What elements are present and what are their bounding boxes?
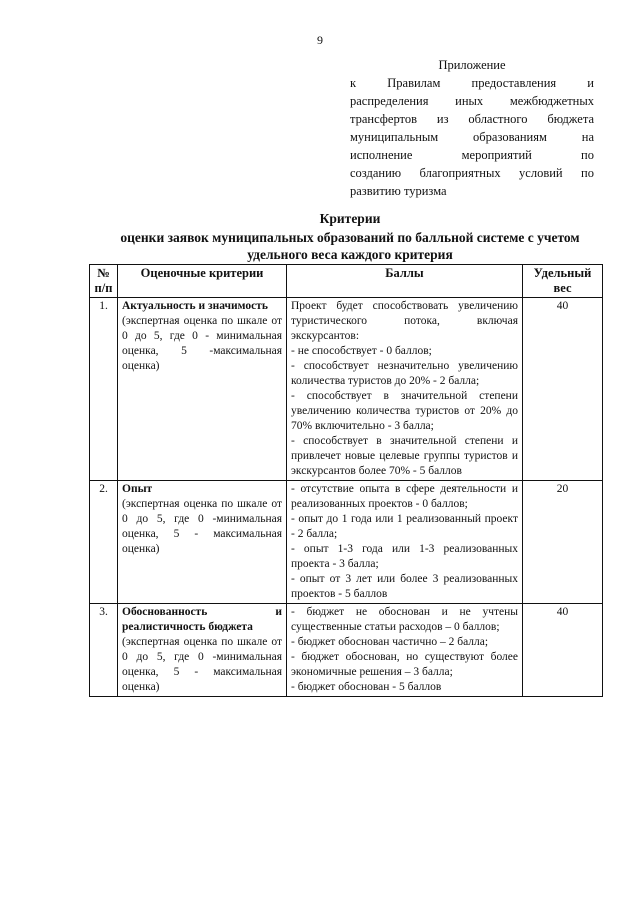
points-line: - опыт 1-3 года или 1-3 реализованных проекта - 3 балла; (291, 543, 518, 570)
points-line: - способствует незначительно увеличению количества туристов до 20% - 2 балла; (291, 360, 518, 387)
criterion-description: (экспертная оценка по шкале от 0 до 5, где 0 -минимальная оценка, 5 - максимальная оценка) (122, 636, 282, 693)
appendix-line: к Правилам предоставления и (350, 76, 594, 90)
points-line: - бюджет обоснован, но существуют более экономичные решения – 3 балла; (291, 651, 518, 678)
criterion-cell (118, 604, 287, 697)
criterion-description: (экспертная оценка по шкале от 0 до 5, где 0 -минимальная оценка, 5 - максимальная оценка) (122, 498, 282, 555)
weight-cell: 40 (523, 604, 603, 697)
points-line: Проект будет способствовать увеличению туристического потока, включая экскурсантов: (291, 300, 518, 342)
appendix-line: муниципальным образованиям на (350, 130, 594, 144)
appendix-line: исполнение мероприятий по (350, 148, 594, 162)
criterion-description: (экспертная оценка по шкале от 0 до 5, где 0 - минимальная оценка, 5 -максимальная оценка) (122, 315, 282, 372)
header-criteria: Оценочные критерии (118, 265, 287, 298)
points-line: - бюджет не обоснован и не учтены существенные статьи расходов – 0 баллов; (291, 606, 518, 633)
points-line: - способствует в значительной степени увеличению количества туристов от 20% до 70% включительно - 3 балла; (291, 390, 518, 432)
table-row (90, 604, 603, 697)
appendix-line: созданию благоприятных условий по (350, 166, 594, 180)
document-subtitle-continued: удельного веса каждого критерия (247, 247, 453, 262)
criterion-title: Обоснованность и реалистичность бюджета (122, 606, 282, 633)
weight-cell: 20 (523, 481, 603, 604)
points-line: - опыт от 3 лет или более 3 реализованных проектов - 5 баллов (291, 573, 518, 600)
points-cell (287, 298, 523, 481)
points-line: - отсутствие опыта в сфере деятельности и реализованных проектов - 0 баллов; (291, 483, 518, 510)
points-line: - способствует в значительной степени и привлечет новые целевые группы туристов и экскурсантов более 70% - 5 баллов (291, 435, 518, 477)
criterion-title: Опыт (122, 483, 153, 495)
points-cell (287, 481, 523, 604)
points-line: - опыт до 1 года или 1 реализованный проект - 2 балла; (291, 513, 518, 540)
weight-cell: 40 (523, 298, 603, 481)
appendix-block (350, 56, 594, 200)
header-num: № п/п (90, 265, 118, 298)
points-cell (287, 604, 523, 697)
document-subtitle: оценки заявок муниципальных образований по балльной системе с учетом (120, 230, 580, 245)
points-line: - бюджет обоснован - 5 баллов (291, 681, 442, 693)
points-line: - не способствует - 0 баллов; (291, 345, 432, 357)
header-weight: Удельный вес (523, 265, 603, 298)
row-number: 2. (90, 481, 118, 604)
table-row (90, 298, 603, 481)
points-line: - бюджет обоснован частично – 2 балла; (291, 636, 489, 648)
page-number: 9 (317, 33, 323, 47)
row-number: 3. (90, 604, 118, 697)
appendix-line: трансфертов из областного бюджета (350, 112, 594, 126)
appendix-title: Приложение (438, 58, 506, 72)
criterion-title: Актуальность и значимость (122, 300, 268, 312)
criterion-cell (118, 298, 287, 481)
header-points: Баллы (287, 265, 523, 298)
criteria-table (89, 264, 603, 697)
appendix-line: развитию туризма (350, 184, 447, 198)
table-row (90, 481, 603, 604)
document-title: Критерии (319, 211, 381, 226)
appendix-line: распределения иных межбюджетных (350, 94, 594, 108)
criterion-cell (118, 481, 287, 604)
table-header-row (90, 265, 603, 298)
row-number: 1. (90, 298, 118, 481)
